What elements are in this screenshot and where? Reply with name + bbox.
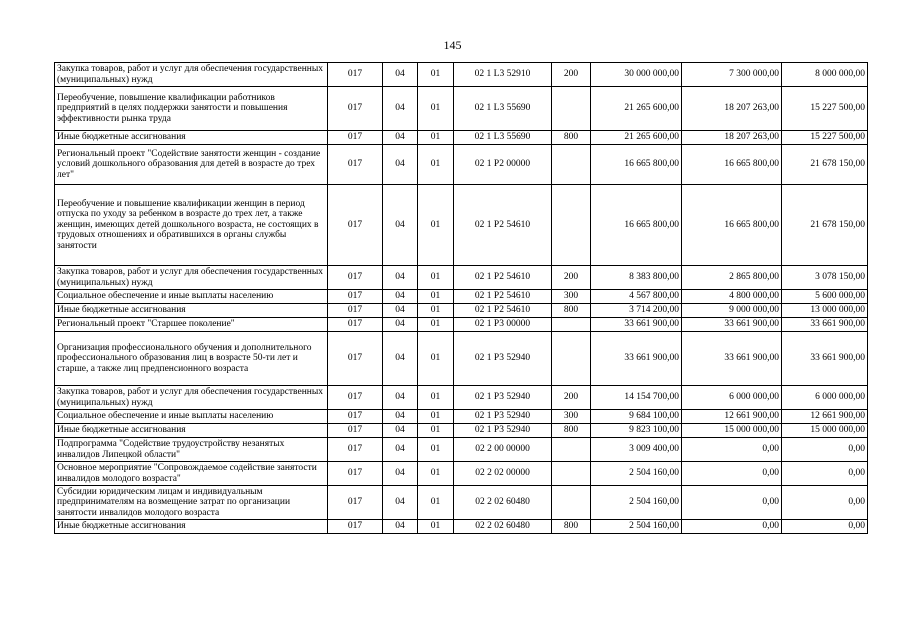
expense-name-cell: Иные бюджетные ассигнования (55, 520, 328, 534)
subsection-code-cell: 01 (418, 438, 454, 462)
amount-year-2-cell: 15 000 000,00 (682, 424, 782, 438)
table-row (55, 486, 868, 520)
ministry-code-cell: 017 (328, 87, 383, 131)
section-code-cell: 04 (383, 290, 418, 304)
table-row (55, 266, 868, 290)
amount-year-2-cell: 2 865 800,00 (682, 266, 782, 290)
target-article-cell: 02 1 L3 52910 (454, 63, 552, 87)
subsection-code-cell: 01 (418, 290, 454, 304)
amount-year-1-cell: 4 567 800,00 (591, 290, 682, 304)
target-article-cell: 02 2 02 60480 (454, 486, 552, 520)
subsection-code-cell: 01 (418, 145, 454, 185)
amount-year-1-cell: 16 665 800,00 (591, 185, 682, 266)
amount-year-3-cell: 13 000 000,00 (782, 304, 868, 318)
expense-name-cell: Социальное обеспечение и иные выплаты населению (55, 290, 328, 304)
amount-year-2-cell: 33 661 900,00 (682, 318, 782, 332)
ministry-code-cell: 017 (328, 290, 383, 304)
table-row (55, 438, 868, 462)
amount-year-2-cell: 12 661 900,00 (682, 410, 782, 424)
expense-type-cell (552, 87, 591, 131)
target-article-cell: 02 1 P3 52940 (454, 410, 552, 424)
table-row (55, 424, 868, 438)
subsection-code-cell: 01 (418, 386, 454, 410)
ministry-code-cell: 017 (328, 438, 383, 462)
amount-year-3-cell: 33 661 900,00 (782, 332, 868, 386)
section-code-cell: 04 (383, 63, 418, 87)
amount-year-1-cell: 21 265 600,00 (591, 87, 682, 131)
expense-name-cell: Социальное обеспечение и иные выплаты населению (55, 410, 328, 424)
amount-year-3-cell: 5 600 000,00 (782, 290, 868, 304)
amount-year-2-cell: 16 665 800,00 (682, 185, 782, 266)
amount-year-3-cell: 15 227 500,00 (782, 131, 868, 145)
amount-year-2-cell: 6 000 000,00 (682, 386, 782, 410)
expense-name-cell: Подпрограмма "Содействие трудоустройству незанятых инвалидов Липецкой области" (55, 438, 328, 462)
expense-name-cell: Закупка товаров, работ и услуг для обеспечения государственных (муниципальных) нужд (55, 266, 328, 290)
ministry-code-cell: 017 (328, 63, 383, 87)
amount-year-1-cell: 2 504 160,00 (591, 520, 682, 534)
amount-year-3-cell: 0,00 (782, 438, 868, 462)
expense-type-cell: 200 (552, 266, 591, 290)
ministry-code-cell: 017 (328, 410, 383, 424)
expense-name-cell: Закупка товаров, работ и услуг для обеспечения государственных (муниципальных) нужд (55, 63, 328, 87)
expense-name-cell: Переобучение и повышение квалификации женщин в период отпуска по уходу за ребенком в возрасте до трех лет, а также женщин, имеющих детей дошкольного возраста, не состоящих в трудовых отношениях и обратившихся в органы службы занятости (55, 185, 328, 266)
amount-year-3-cell: 15 227 500,00 (782, 87, 868, 131)
subsection-code-cell: 01 (418, 185, 454, 266)
ministry-code-cell: 017 (328, 131, 383, 145)
table-row (55, 332, 868, 386)
expense-type-cell: 800 (552, 520, 591, 534)
table-row (55, 304, 868, 318)
subsection-code-cell: 01 (418, 87, 454, 131)
table-row (55, 318, 868, 332)
expense-type-cell (552, 438, 591, 462)
amount-year-1-cell: 21 265 600,00 (591, 131, 682, 145)
section-code-cell: 04 (383, 438, 418, 462)
table-row (55, 520, 868, 534)
amount-year-2-cell: 18 207 263,00 (682, 87, 782, 131)
amount-year-3-cell: 6 000 000,00 (782, 386, 868, 410)
amount-year-2-cell: 0,00 (682, 438, 782, 462)
section-code-cell: 04 (383, 424, 418, 438)
target-article-cell: 02 1 P3 52940 (454, 424, 552, 438)
amount-year-1-cell: 30 000 000,00 (591, 63, 682, 87)
section-code-cell: 04 (383, 318, 418, 332)
amount-year-3-cell: 0,00 (782, 520, 868, 534)
amount-year-1-cell: 16 665 800,00 (591, 145, 682, 185)
section-code-cell: 04 (383, 386, 418, 410)
section-code-cell: 04 (383, 266, 418, 290)
section-code-cell: 04 (383, 410, 418, 424)
expense-type-cell (552, 462, 591, 486)
expense-name-cell: Основное мероприятие "Сопровождаемое содействие занятости инвалидов молодого возраста" (55, 462, 328, 486)
expense-type-cell: 800 (552, 131, 591, 145)
expense-name-cell: Субсидии юридическим лицам и индивидуальным предпринимателям на возмещение затрат по организации занятости инвалидов молодого возраста (55, 486, 328, 520)
ministry-code-cell: 017 (328, 386, 383, 410)
subsection-code-cell: 01 (418, 424, 454, 438)
section-code-cell: 04 (383, 520, 418, 534)
amount-year-3-cell: 3 078 150,00 (782, 266, 868, 290)
amount-year-3-cell: 15 000 000,00 (782, 424, 868, 438)
expense-type-cell: 300 (552, 290, 591, 304)
ministry-code-cell: 017 (328, 266, 383, 290)
expense-type-cell: 300 (552, 410, 591, 424)
expense-name-cell: Иные бюджетные ассигнования (55, 131, 328, 145)
amount-year-2-cell: 4 800 000,00 (682, 290, 782, 304)
amount-year-1-cell: 33 661 900,00 (591, 318, 682, 332)
target-article-cell: 02 1 L3 55690 (454, 131, 552, 145)
section-code-cell: 04 (383, 185, 418, 266)
subsection-code-cell: 01 (418, 131, 454, 145)
amount-year-3-cell: 0,00 (782, 462, 868, 486)
amount-year-2-cell: 33 661 900,00 (682, 332, 782, 386)
ministry-code-cell: 017 (328, 520, 383, 534)
table-row (55, 185, 868, 266)
section-code-cell: 04 (383, 462, 418, 486)
section-code-cell: 04 (383, 131, 418, 145)
table-row (55, 290, 868, 304)
table-body (55, 63, 868, 534)
amount-year-3-cell: 12 661 900,00 (782, 410, 868, 424)
amount-year-2-cell: 0,00 (682, 486, 782, 520)
expense-type-cell (552, 318, 591, 332)
subsection-code-cell: 01 (418, 520, 454, 534)
amount-year-2-cell: 9 000 000,00 (682, 304, 782, 318)
amount-year-1-cell: 33 661 900,00 (591, 332, 682, 386)
expense-name-cell: Иные бюджетные ассигнования (55, 304, 328, 318)
page-number: 145 (443, 38, 462, 52)
expense-type-cell: 800 (552, 424, 591, 438)
ministry-code-cell: 017 (328, 304, 383, 318)
table-row (55, 63, 868, 87)
target-article-cell: 02 2 02 60480 (454, 520, 552, 534)
amount-year-2-cell: 18 207 263,00 (682, 131, 782, 145)
amount-year-2-cell: 16 665 800,00 (682, 145, 782, 185)
amount-year-3-cell: 0,00 (782, 486, 868, 520)
target-article-cell: 02 2 02 00000 (454, 462, 552, 486)
section-code-cell: 04 (383, 145, 418, 185)
expense-name-cell: Региональный проект "Старшее поколение" (55, 318, 328, 332)
ministry-code-cell: 017 (328, 424, 383, 438)
ministry-code-cell: 017 (328, 486, 383, 520)
expense-name-cell: Региональный проект "Содействие занятости женщин - создание условий дошкольного образования для детей в возрасте до трех лет" (55, 145, 328, 185)
target-article-cell: 02 1 P2 54610 (454, 290, 552, 304)
amount-year-3-cell: 8 000 000,00 (782, 63, 868, 87)
amount-year-2-cell: 0,00 (682, 462, 782, 486)
target-article-cell: 02 1 P3 52940 (454, 386, 552, 410)
table-row (55, 131, 868, 145)
section-code-cell: 04 (383, 332, 418, 386)
ministry-code-cell: 017 (328, 145, 383, 185)
ministry-code-cell: 017 (328, 185, 383, 266)
table-row (55, 462, 868, 486)
amount-year-1-cell: 14 154 700,00 (591, 386, 682, 410)
section-code-cell: 04 (383, 486, 418, 520)
expense-type-cell (552, 332, 591, 386)
amount-year-1-cell: 8 383 800,00 (591, 266, 682, 290)
expense-name-cell: Закупка товаров, работ и услуг для обеспечения государственных (муниципальных) нужд (55, 386, 328, 410)
amount-year-1-cell: 3 009 400,00 (591, 438, 682, 462)
expense-type-cell: 200 (552, 63, 591, 87)
section-code-cell: 04 (383, 87, 418, 131)
expense-name-cell: Организация профессионального обучения и дополнительного профессионального образования лиц в возрасте 50-ти лет и старше, а также лиц предпенсионного возраста (55, 332, 328, 386)
target-article-cell: 02 1 L3 55690 (454, 87, 552, 131)
expense-type-cell (552, 185, 591, 266)
table-row (55, 87, 868, 131)
amount-year-1-cell: 2 504 160,00 (591, 486, 682, 520)
amount-year-1-cell: 9 684 100,00 (591, 410, 682, 424)
expense-name-cell: Иные бюджетные ассигнования (55, 424, 328, 438)
amount-year-1-cell: 3 714 200,00 (591, 304, 682, 318)
amount-year-2-cell: 7 300 000,00 (682, 63, 782, 87)
subsection-code-cell: 01 (418, 462, 454, 486)
amount-year-3-cell: 33 661 900,00 (782, 318, 868, 332)
ministry-code-cell: 017 (328, 318, 383, 332)
expense-type-cell (552, 486, 591, 520)
budget-table (54, 62, 868, 534)
table-row (55, 410, 868, 424)
target-article-cell: 02 1 P2 54610 (454, 185, 552, 266)
target-article-cell: 02 1 P2 54610 (454, 304, 552, 318)
target-article-cell: 02 1 P3 00000 (454, 318, 552, 332)
target-article-cell: 02 1 P2 54610 (454, 266, 552, 290)
expense-type-cell: 800 (552, 304, 591, 318)
subsection-code-cell: 01 (418, 332, 454, 386)
expense-type-cell: 200 (552, 386, 591, 410)
amount-year-3-cell: 21 678 150,00 (782, 145, 868, 185)
table-row (55, 386, 868, 410)
expense-name-cell: Переобучение, повышение квалификации работников предприятий в целях поддержки занятости и повышения эффективности рынка труда (55, 87, 328, 131)
ministry-code-cell: 017 (328, 462, 383, 486)
expense-type-cell (552, 145, 591, 185)
target-article-cell: 02 2 00 00000 (454, 438, 552, 462)
subsection-code-cell: 01 (418, 304, 454, 318)
subsection-code-cell: 01 (418, 266, 454, 290)
target-article-cell: 02 1 P2 00000 (454, 145, 552, 185)
target-article-cell: 02 1 P3 52940 (454, 332, 552, 386)
section-code-cell: 04 (383, 304, 418, 318)
ministry-code-cell: 017 (328, 332, 383, 386)
amount-year-1-cell: 2 504 160,00 (591, 462, 682, 486)
amount-year-1-cell: 9 823 100,00 (591, 424, 682, 438)
amount-year-3-cell: 21 678 150,00 (782, 185, 868, 266)
subsection-code-cell: 01 (418, 410, 454, 424)
subsection-code-cell: 01 (418, 318, 454, 332)
amount-year-2-cell: 0,00 (682, 520, 782, 534)
subsection-code-cell: 01 (418, 63, 454, 87)
subsection-code-cell: 01 (418, 486, 454, 520)
table-row (55, 145, 868, 185)
